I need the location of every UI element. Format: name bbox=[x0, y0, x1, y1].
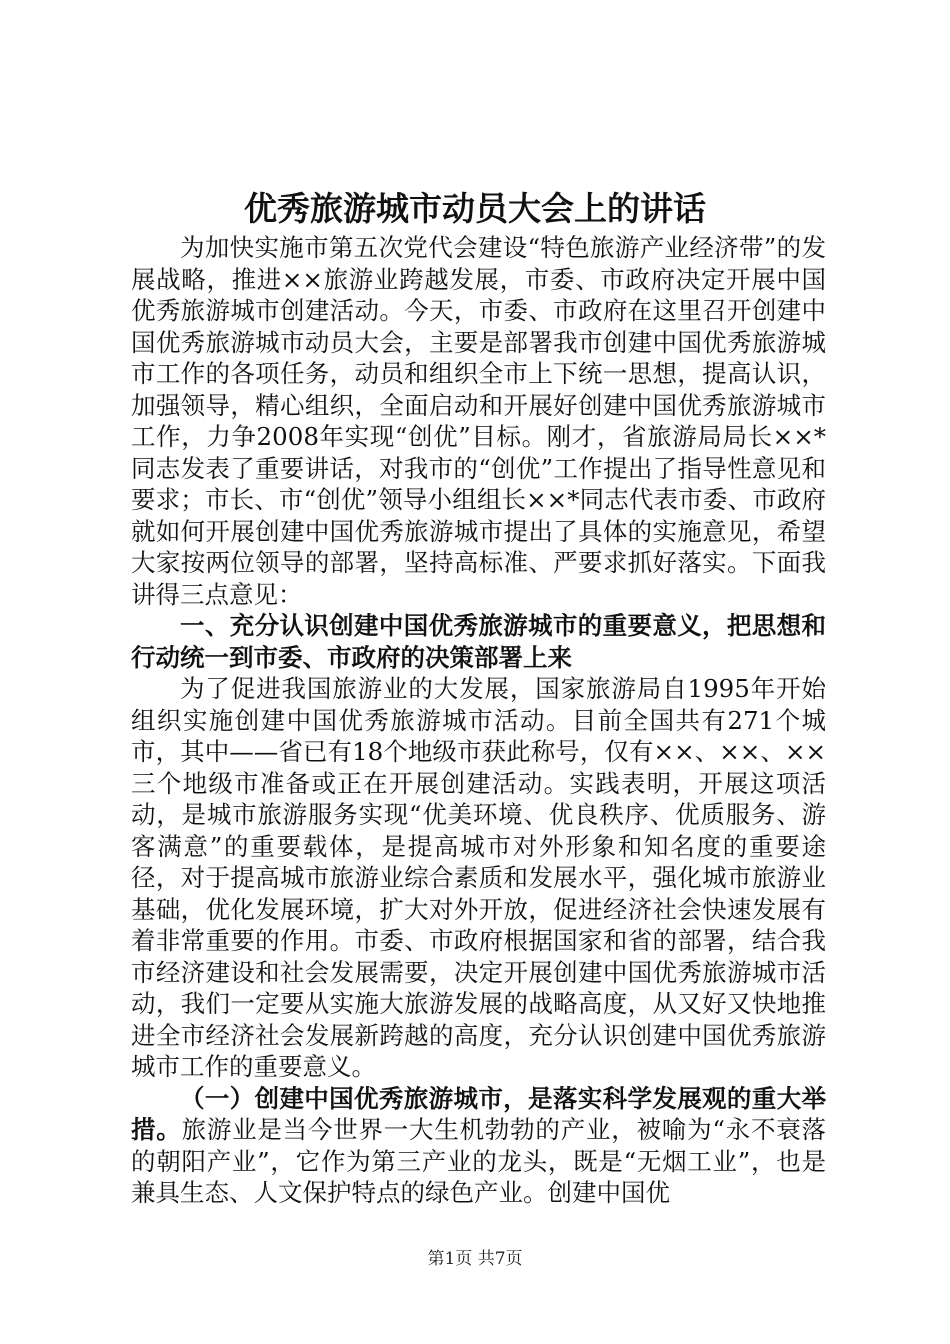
section-heading: 一、充分认识创建中国优秀旅游城市的重要意义，把思想和行动统一到市委、市政府的决策部署上来 bbox=[131, 611, 826, 672]
page-number: 第1页 共7页 bbox=[427, 1249, 523, 1269]
document-title: 优秀旅游城市动员大会上的讲话 bbox=[244, 189, 706, 228]
body-paragraph: 为了促进我国旅游业的大发展，国家旅游局自1995年开始组织实施创建中国优秀旅游城市活动。目前全国共有271个城市，其中——省已有18个地级市获此称号，仅有××、××、××三个地级市准备或正在开展创建活动。实践表明，开展这项活动，是城市旅游服务实现“优美环境、优良秩序、优质服务、游客满意”的重要载体，是提高城市对外形象和知名度的重要途径，对于提高城市旅游业综合素质和发展水平，强化城市旅游业基础，优化发展环境，扩大对外开放，促进经济社会快速发展有着非常重要的作用。市委、市政府根据国家和省的部署，结合我市经济建设和社会发展需要，决定开展创建中国优秀旅游城市活动，我们一定要从实施大旅游发展的战略高度，从又好又快地推进全市经济社会发展新跨越的高度，充分认识创建中国优秀旅游城市工作的重要意义。 bbox=[131, 674, 826, 1081]
intro-paragraph: 为加快实施市第五次党代会建设“特色旅游产业经济带”的发展战略，推进××旅游业跨越发展，市委、市政府决定开展中国优秀旅游城市创建活动。今天，市委、市政府在这里召开创建中国优秀旅游城市动员大会，主要是部署我市创建中国优秀旅游城市工作的各项任务，动员和组织全市上下统一思想，提高认识，加强领导，精心组织，全面启动和开展好创建中国优秀旅游城市工作，力争2008年实现“创优”目标。刚才，省旅游局局长××*同志发表了重要讲话，对我市的“创优”工作提出了指导性意见和要求；市长、市“创优”领导小组组长××*同志代表市委、市政府就如何开展创建中国优秀旅游城市提出了具体的实施意见，希望大家按两位领导的部署，坚持高标准、严要求抓好落实。下面我讲得三点意见： bbox=[131, 233, 826, 609]
document-body bbox=[131, 232, 826, 1209]
subsection-heading: （一）创建中国优秀旅游城市，是落实科学发展观的重大举措。 bbox=[131, 1083, 826, 1144]
subsection-paragraph bbox=[131, 1083, 826, 1209]
subsection-text: 旅游业是当今世界一大生机勃勃的产业，被喻为“永不衰落的朝阳产业”，它作为第三产业的龙头，既是“无烟工业”，也是兼具生态、人文保护特点的绿色产业。创建中国优 bbox=[131, 1115, 827, 1207]
